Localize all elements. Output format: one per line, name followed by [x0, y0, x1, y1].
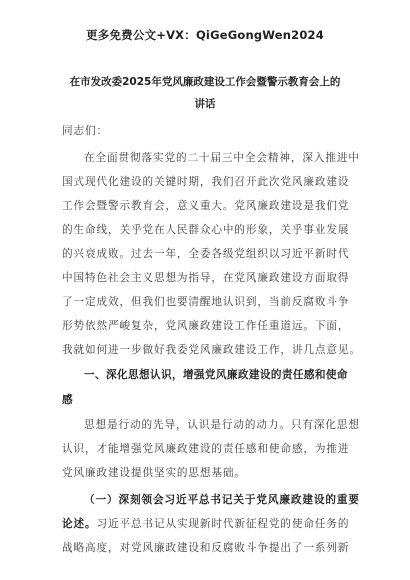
document-title-line-1: 在市发改委2025年党风廉政建设工作会暨警示教育会上的 — [69, 76, 341, 88]
para1-line: 的兴衰成败。过去一年，全委各级党组织以习近平新时代 — [62, 248, 350, 260]
para1-line: 形势依然严峻复杂，党风廉政建设工作任重道远。下面， — [62, 320, 350, 332]
section-1-heading-line-1: 一、深化思想认识，增强党风廉政建设的责任感和使命 — [84, 369, 348, 381]
para1-line: 我就如何进一步做好我委党风廉政建设工作，讲几点意见。 — [62, 344, 361, 356]
para1-line: 在全面贯彻落实党的二十届三中全会精神，深入推进中 — [84, 152, 360, 164]
para1-line: 的生命线，关乎党在人民群众心中的形象，关乎事业发展 — [62, 224, 350, 236]
salutation: 同志们： — [62, 125, 108, 137]
document-title-line-2: 讲话 — [194, 98, 216, 110]
para2-line: 思想是行动的先导，认识是行动的动力。只有深化思想 — [84, 419, 360, 431]
subsection-1-line-2 — [62, 516, 349, 531]
para1-line: 国式现代化建设的关键时期，我们召开此次党风廉政建设 — [62, 176, 350, 188]
para2-line: 认识，才能增强党风廉政建设的责任感和使命感，为推进 — [62, 443, 350, 455]
para1-line: 了一定成效，但我们也要清醒地认识到，当前反腐败斗争 — [62, 296, 350, 308]
subsection-1-heading-end: 论述。 — [62, 518, 97, 530]
subsection-1-line-3: 战略高度，对党风廉政建设和反腐败斗争提出了一系列新 — [62, 542, 350, 554]
para1-line: 中国特色社会主义思想为指导，在党风廉政建设方面取得 — [62, 272, 350, 284]
para1-line: 工作会暨警示教育会，意义重大。党风廉政建设是我们党 — [62, 200, 350, 212]
promo-header: 更多免费公文+VX：QiGeGongWen2024 — [86, 28, 324, 42]
subsection-1-text: 习近平总书记从实现新时代新征程党的使命任务的 — [96, 518, 350, 530]
subsection-1-heading: （一）深刻领会习近平总书记关于党风廉政建设的重要 — [84, 494, 360, 506]
para2-line: 党风廉政建设提供坚实的思想基础。 — [62, 467, 246, 479]
section-1-heading-line-2: 感 — [62, 394, 73, 406]
